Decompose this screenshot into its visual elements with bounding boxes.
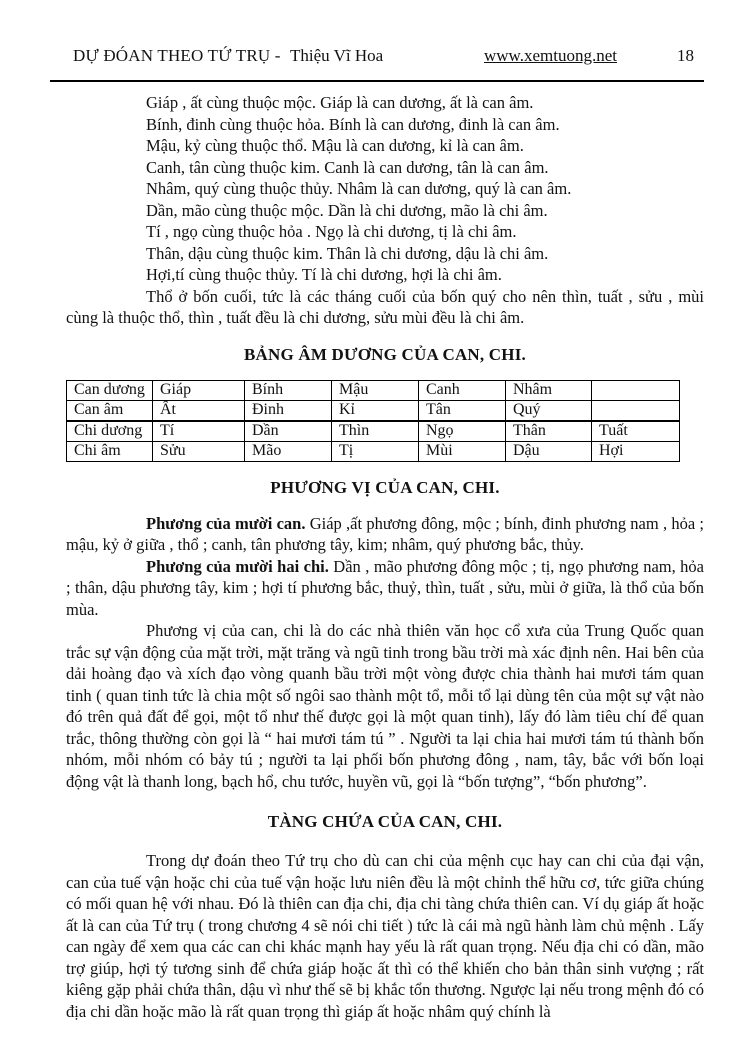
table-cell: Ngọ [419, 421, 506, 442]
table-cell: Kỉ [332, 400, 419, 421]
paragraph-text: Giáp ,ất phương đông, mộc ; bính, đinh phương nam , hỏa ; mậu, kỷ ở giữa , thổ ; canh, tân phương tây, kim; nhâm, quý phương bắc, thủy. [66, 513, 704, 554]
table-cell: Hợi [592, 441, 680, 461]
table-row [67, 421, 680, 442]
paragraph-phuong-vi-detail: Phương vị của can, chi là do các nhà thiên văn học cổ xưa của Trung Quốc quan trắc sự vận động của mặt trời, mặt trăng và ngũ tinh trong bầu trời mà xác định nên. Hai bên của dải hoàng đạo và xích đạo vòng quanh bầu trời một vòng được chia thành hai mươi tám quan tinh ( quan tinh tức là chia một số ngôi sao thành một tổ, mỗi tổ lại dùng tên của một sự vật nào đó trên quả đất để gọi, một tổ như thế được gọi là một quan tinh), lấy đó làm tiêu chí để quan trắc, thông thường còn gọi là “ hai mươi tám tú ” . Người ta lại chia hai mươi tám tú thành bốn nhóm, mỗi nhóm có bảy tú ; người ta lại phối bốn phương đông , nam, tây, bắc với bốn loại động vật là thanh long, bạch hổ, chu tước, huyền vũ, gọi là “bốn tượng”, “bốn phương”. [66, 621, 704, 791]
table-cell: Thìn [332, 421, 419, 442]
paragraph-text: Dần , mão phương đông mộc ; tị, ngọ phương nam, hỏa ; thân, dậu phương tây, kim ; hợi tí phương bắc, thuỷ, thìn, tuất , sửu, mùi ở giữa, là thổ của bốn mùa. [66, 556, 704, 619]
paragraph-lead-bold: Phương của mười hai chi. [146, 556, 329, 576]
section-heading-phuong-vi: PHƯƠNG VỊ CỦA CAN, CHI. [270, 477, 500, 497]
table-row [67, 380, 680, 400]
intro-line: Dần, mão cùng thuộc mộc. Dần là chi dương, mão là chi âm. [146, 200, 548, 220]
table-cell: Tuất [592, 421, 680, 442]
table-cell: Chi âm [67, 441, 153, 461]
table-cell: Tí [153, 421, 245, 442]
table-cell: Canh [419, 380, 506, 400]
author-name: Thiệu Vĩ Hoa [290, 46, 384, 65]
table-row [67, 400, 680, 421]
table-cell: Mão [245, 441, 332, 461]
table-cell [592, 400, 680, 421]
intro-line: Giáp , ất cùng thuộc mộc. Giáp là can dương, ất là can âm. [146, 93, 534, 112]
intro-line: Thân, dậu cùng thuộc kim. Thân là chi dương, dậu là chi âm. [146, 243, 549, 263]
intro-line: Bính, đinh cùng thuộc hỏa. Bính là can dương, đinh là can âm. [146, 114, 560, 134]
table-cell: Can dương [67, 380, 153, 400]
table-cell: Nhâm [506, 380, 592, 400]
website-link[interactable]: www.xemtuong.net [484, 46, 617, 65]
table-row [67, 441, 680, 461]
table-cell: Thân [506, 421, 592, 442]
table-cell: Bính [245, 380, 332, 400]
table-cell: Tị [332, 441, 419, 461]
table-cell: Chi dương [67, 421, 153, 442]
intro-closing-paragraph: Thổ ở bốn cuối, tức là các tháng cuối của bốn quý cho nên thìn, tuất , sửu , mùi cùng là thuộc thổ, thìn , tuất đều là chi dương, sửu mùi đều là chi âm. [66, 286, 704, 327]
table-cell: Đinh [245, 400, 332, 421]
header-divider [50, 80, 704, 82]
table-cell: Tân [419, 400, 506, 421]
table-cell: Quý [506, 400, 592, 421]
paragraph-phuong-muoi-can [66, 513, 704, 556]
table-cell: Sửu [153, 441, 245, 461]
table-cell: Mùi [419, 441, 506, 461]
paragraph-tang-chua: Trong dự đoán theo Tứ trụ cho dù can chi của mệnh cục hay can chi của đại vận, can của tuế vận hoặc chi của tuế vận hoặc lưu niên đều là một chỉnh thể hữu cơ, tức giữa chúng có mối quan hệ với nhau. Đó là thiên can địa chi, địa chi tàng chứa thiên can. Ví dụ giáp ất hoặc ất là can của Tứ trụ ( trong chương 4 sẽ nói chi tiết ) tức là cái mà ngũ hành làm chủ mệnh . Lấy can ngày để xem qua các can chi khác mạnh hay yếu là rất quan trọng. Nếu địa chi có dần, mão trợ giúp, hợi tý tương sinh để chứa giáp hoặc ất thì có thể khiến cho bản thân sinh vượng ; rất kiêng gặp phải chứa thân, dậu vì như thế sẽ bị khắc tổn thương. Ngược lại nếu trong mệnh đó có địa chi dần hoặc mão là rất quan trọng thì giáp ất hoặc nhâm quý chính là [66, 851, 704, 1021]
page-number: 18 [677, 46, 694, 65]
intro-list [66, 92, 704, 286]
am-duong-table [66, 380, 680, 462]
table-cell: Mậu [332, 380, 419, 400]
section-heading-am-duong-table: BẢNG ÂM DƯƠNG CỦA CAN, CHI. [244, 344, 526, 364]
page-header [66, 46, 704, 68]
table-cell: Dậu [506, 441, 592, 461]
intro-line: Canh, tân cùng thuộc kim. Canh là can dương, tân là can âm. [146, 157, 549, 177]
paragraph-lead-bold: Phương của mười can. [146, 513, 306, 533]
paragraph-phuong-muoi-hai-chi [66, 556, 704, 621]
intro-line: Nhâm, quý cùng thuộc thủy. Nhâm là can dương, quý là can âm. [146, 179, 572, 198]
intro-line: Tí , ngọ cùng thuộc hỏa . Ngọ là chi dương, tị là chi âm. [146, 222, 517, 241]
table-cell: Giáp [153, 380, 245, 400]
book-title: DỰ ĐÓAN THEO TỨ TRỤ - [73, 46, 281, 65]
table-cell: Can âm [67, 400, 153, 421]
table-cell [592, 380, 680, 400]
section-heading-tang-chua: TÀNG CHỨA CỦA CAN, CHI. [267, 812, 503, 831]
table-cell: Ất [153, 400, 245, 421]
intro-line: Hợi,tí cùng thuộc thủy. Tí là chi dương, hợi là chi âm. [146, 265, 502, 284]
intro-line: Mậu, kỷ cùng thuộc thổ. Mậu là can dương, kỉ là can âm. [146, 136, 524, 155]
table-cell: Dần [245, 421, 332, 442]
